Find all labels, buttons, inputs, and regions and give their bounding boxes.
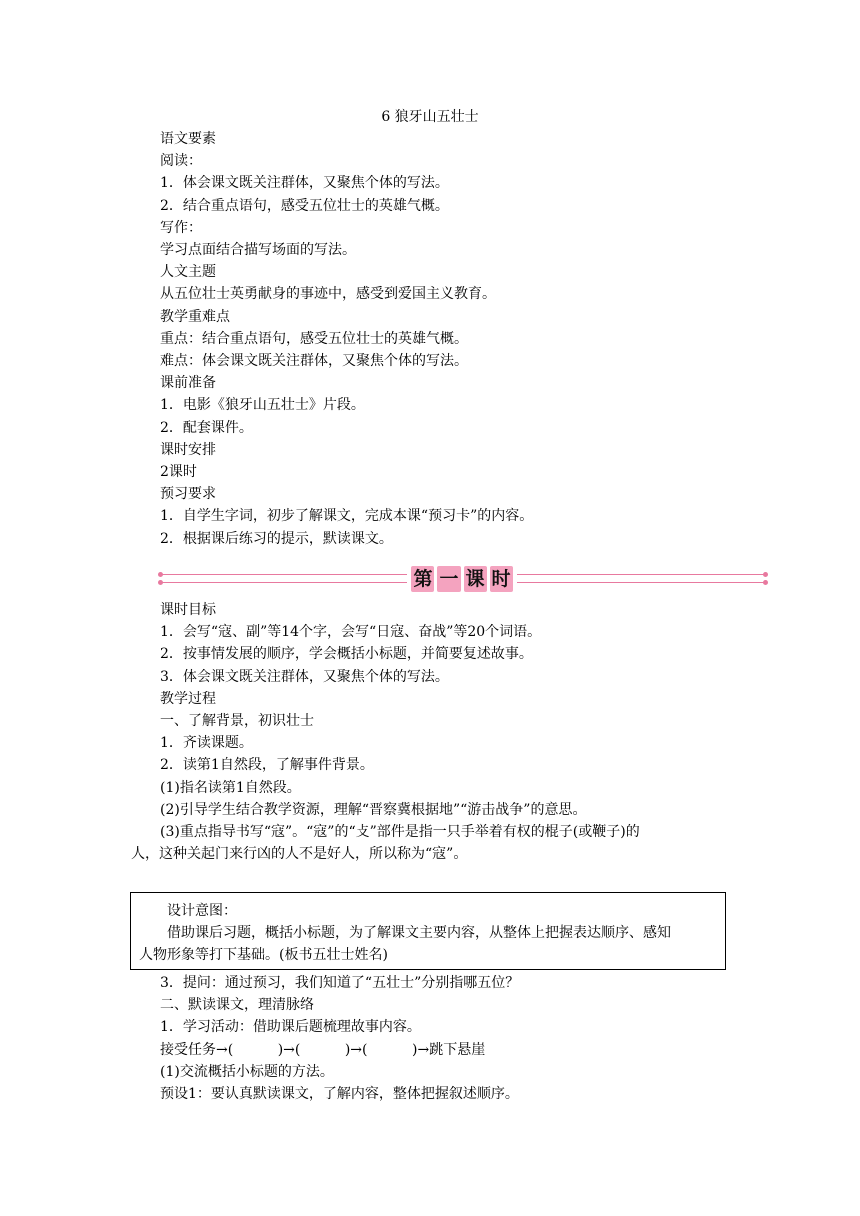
lesson-title: 6 狼牙山五壮士 xyxy=(381,109,479,125)
banner-dot xyxy=(158,580,163,585)
text-line: (1)指名读第1自然段。 xyxy=(160,779,301,796)
text-line: 写作： xyxy=(160,219,202,236)
banner-char: 时 xyxy=(491,568,511,590)
banner-char: 一 xyxy=(439,568,459,590)
design-intent-box xyxy=(130,892,726,970)
text-line: 教学过程 xyxy=(160,690,216,707)
text-line: 1．体会课文既关注群体，又聚焦个体的写法。 xyxy=(160,175,449,192)
text-line: 课时安排 xyxy=(160,441,216,458)
lesson-overview xyxy=(160,128,740,550)
text-line: 2．配套课件。 xyxy=(160,419,253,436)
text-line: 语文要素 xyxy=(160,131,216,147)
text-line: 1．自学生字词，初步了解课文，完成本课“预习卡”的内容。 xyxy=(160,508,534,525)
text-line: (1)交流概括小标题的方法。 xyxy=(160,1063,334,1080)
text-line: 阅读： xyxy=(160,153,202,170)
text-line: 从五位壮士英勇献身的事迹中，感受到爱国主义教育。 xyxy=(160,286,496,303)
box-heading: 设计意图： xyxy=(167,903,237,919)
text-line: 2．按事情发展的顺序，学会概括小标题，并简要复述故事。 xyxy=(160,646,533,663)
text-line: 1．学习活动：借助课后题梳理故事内容。 xyxy=(160,1019,421,1036)
text-line: 学习点面结合描写场面的写法。 xyxy=(160,242,356,259)
banner-label xyxy=(407,565,517,593)
text-line: 2．结合重点语句，感受五位壮士的英雄气概。 xyxy=(160,197,449,214)
lesson-goals xyxy=(160,599,740,821)
text-line: 1．会写“寇、副”等14个字，会写“日寇、奋战”等20个词语。 xyxy=(160,624,542,641)
text-line: 2课时 xyxy=(160,464,197,481)
text-line: 教学重难点 xyxy=(160,308,230,325)
text-line: 人文主题 xyxy=(160,264,216,281)
text-line: 难点：体会课文既关注群体，又聚焦个体的写法。 xyxy=(160,353,468,370)
banner-dot xyxy=(763,572,768,577)
text-line: 3．体会课文既关注群体，又聚焦个体的写法。 xyxy=(160,668,449,685)
lesson-process xyxy=(160,972,740,1105)
banner-dot xyxy=(763,580,768,585)
text-line: 2．读第1自然段，了解事件背景。 xyxy=(160,757,374,774)
text-line: (3)重点指导书写“寇”。“寇”的“攴”部件是指一只手举着有权的棍子(或鞭子)的 xyxy=(160,824,640,840)
paragraph-3-line-2 xyxy=(131,843,711,865)
text-line: 预习要求 xyxy=(160,486,216,503)
banner-char: 课 xyxy=(465,568,485,590)
lesson-period-banner xyxy=(160,565,766,593)
text-line: (2)引导学生结合教学资源，理解“晋察冀根据地”“游击战争”的意思。 xyxy=(160,801,587,818)
box-line: 借助课后习题，概括小标题，为了解课文主要内容，从整体上把握表达顺序、感知 xyxy=(167,925,671,941)
task-flow-line: 接受任务→( )→( )→( )→跳下悬崖 xyxy=(160,1041,486,1058)
text-line: 二、默读课文，理清脉络 xyxy=(160,997,314,1014)
text-line: 预设1：要认真默读课文，了解内容，整体把握叙述顺序。 xyxy=(160,1086,519,1103)
text-line: 2．根据课后练习的提示，默读课文。 xyxy=(160,530,393,547)
text-line: 课时目标 xyxy=(160,602,216,618)
banner-dot xyxy=(158,572,163,577)
text-line: 一、了解背景，初识壮士 xyxy=(160,713,314,730)
box-line: 人物形象等打下基础。(板书五壮士姓名) xyxy=(139,947,388,963)
banner-char: 第 xyxy=(413,568,433,590)
text-line: 1．电影《狼牙山五壮士》片段。 xyxy=(160,397,365,414)
text-line: 课前准备 xyxy=(160,375,216,392)
text-line: 3．提问：通过预习，我们知道了“五壮士”分别指哪五位？ xyxy=(160,975,520,991)
text-line: 重点：结合重点语句，感受五位壮士的英雄气概。 xyxy=(160,330,468,347)
text-line: 人，这种关起门来行凶的人不是好人，所以称为“寇”。 xyxy=(131,846,468,862)
text-line: 1．齐读课题。 xyxy=(160,735,253,752)
paragraph-3-line-1 xyxy=(160,821,740,843)
